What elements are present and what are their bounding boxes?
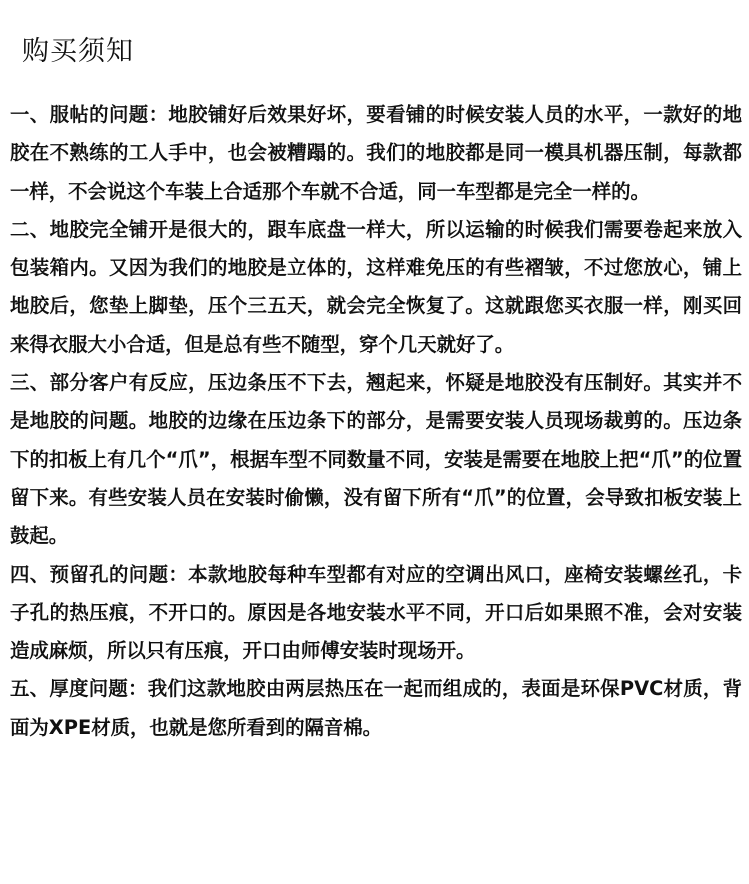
- page-title: 购买须知: [22, 36, 134, 67]
- paragraph-shipping-folds: 二、地胶完全铺开是很大的，跟车底盘一样大，所以运输的时候我们需要卷起来放入包装箱内。又因为我们的地胶是立体的，这样难免压的有些褶皱，不过您放心，铺上地胶后，您垫上脚垫，压个三五天，就会完全恢复了。这就跟您买衣服一样，刚买回来得衣服大小合适，但是总有些不随型，穿个几天就好了。: [10, 217, 742, 356]
- notice-body: [10, 96, 742, 747]
- paragraph-thickness: 五、厚度问题：我们这款地胶由两层热压在一起而组成的，表面是环保PVC材质，背面为XPE材质，也就是您所看到的隔音棉。: [10, 677, 742, 739]
- paragraph-reserved-holes: 四、预留孔的问题：本款地胶每种车型都有对应的空调出风口，座椅安装螺丝孔，卡子孔的热压痕，不开口的。原因是各地安装水平不同，开口后如果照不准，会对安装造成麻烦，所以只有压痕，开口由师傅安装时现场开。: [10, 562, 742, 663]
- paragraph-edge-strip: 三、部分客户有反应，压边条压不下去，翘起来，怀疑是地胶没有压制好。其实并不是地胶的问题。地胶的边缘在压边条下的部分，是需要安装人员现场裁剪的。压边条下的扣板上有几个“爪”，根据车型不同数量不同，安装是需要在地胶上把“爪”的位置留下来。有些安装人员在安装时偷懒，没有留下所有“爪”的位置，会导致扣板安装上鼓起。: [10, 371, 742, 548]
- paragraph-fit: 一、服帖的问题：地胶铺好后效果好坏，要看铺的时候安装人员的水平，一款好的地胶在不熟练的工人手中，也会被糟蹋的。我们的地胶都是同一模具机器压制，每款都一样，不会说这个车装上合适那个车就不合适，同一车型都是完全一样的。: [10, 103, 742, 203]
